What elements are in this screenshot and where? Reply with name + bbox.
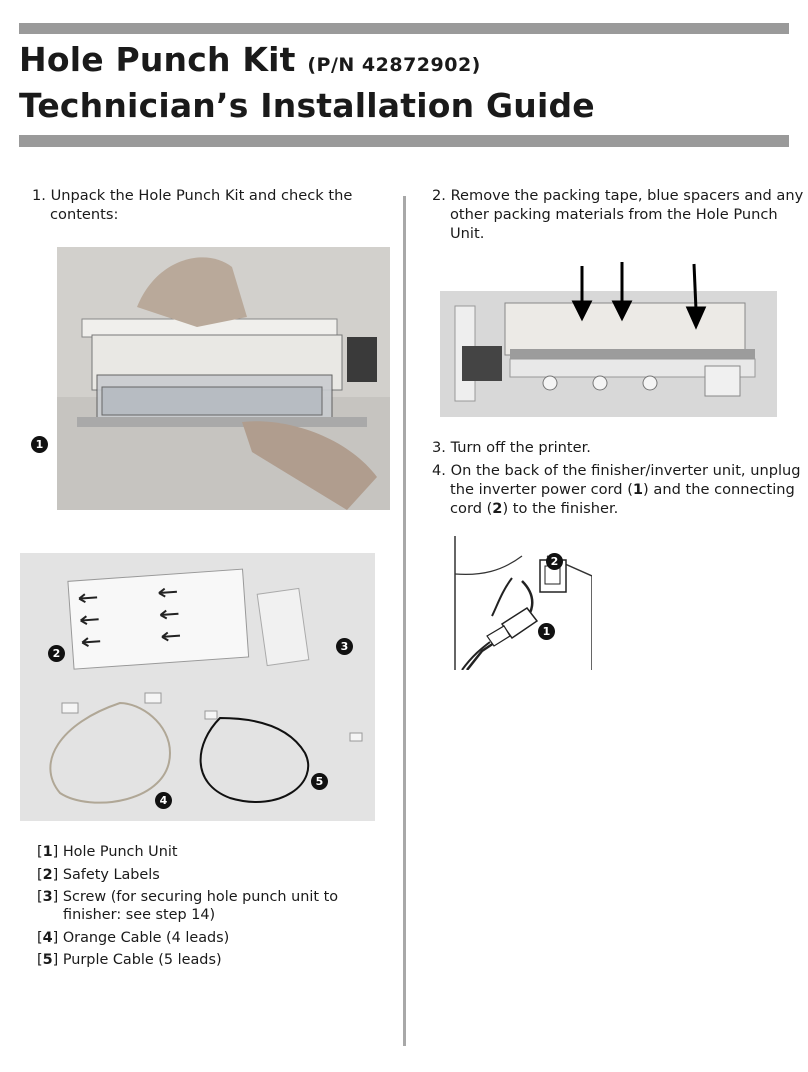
list-item: [1] Hole Punch Unit bbox=[37, 844, 178, 860]
step-3: 3. Turn off the printer. bbox=[432, 439, 591, 456]
callout-4: 4 bbox=[155, 792, 172, 809]
callout-1: 1 bbox=[31, 436, 48, 453]
page-subtitle: Technician’s Installation Guide bbox=[19, 86, 595, 125]
callout-cord-1: 1 bbox=[538, 623, 555, 640]
list-item: [2] Safety Labels bbox=[37, 866, 160, 883]
column-divider bbox=[403, 196, 406, 1046]
page-title: Hole Punch Kit (P/N 42872902) bbox=[19, 40, 481, 79]
packing-arrows bbox=[440, 262, 777, 332]
header-rule-bottom bbox=[19, 135, 789, 147]
step-4: 4. On the back of the finisher/inverter unit, unplug the inverter power cord (1) and the connecting cord (2) to the finisher. bbox=[432, 462, 801, 517]
part-number: (P/N 42872902) bbox=[307, 54, 481, 76]
callout-cord-2: 2 bbox=[546, 553, 563, 570]
list-item: [5] Purple Cable (5 leads) bbox=[37, 952, 222, 968]
header-rule-top bbox=[19, 23, 789, 34]
step-2: 2. Remove the packing tape, blue spacers and any other packing materials from the Hole Punch Unit. bbox=[432, 187, 804, 242]
callout-3: 3 bbox=[336, 638, 353, 655]
list-item: [4] Orange Cable (4 leads) bbox=[37, 929, 230, 946]
callout-5: 5 bbox=[311, 773, 328, 790]
list-item: [3] Screw (for securing hole punch unit to finisher: see step 14) bbox=[37, 889, 339, 923]
kit-contents-list bbox=[37, 843, 397, 974]
hole-punch-unit-photo bbox=[57, 247, 390, 510]
callout-2: 2 bbox=[48, 645, 65, 662]
cord-diagram bbox=[452, 536, 592, 670]
step-1: 1. Unpack the Hole Punch Kit and check the contents: bbox=[32, 187, 353, 223]
